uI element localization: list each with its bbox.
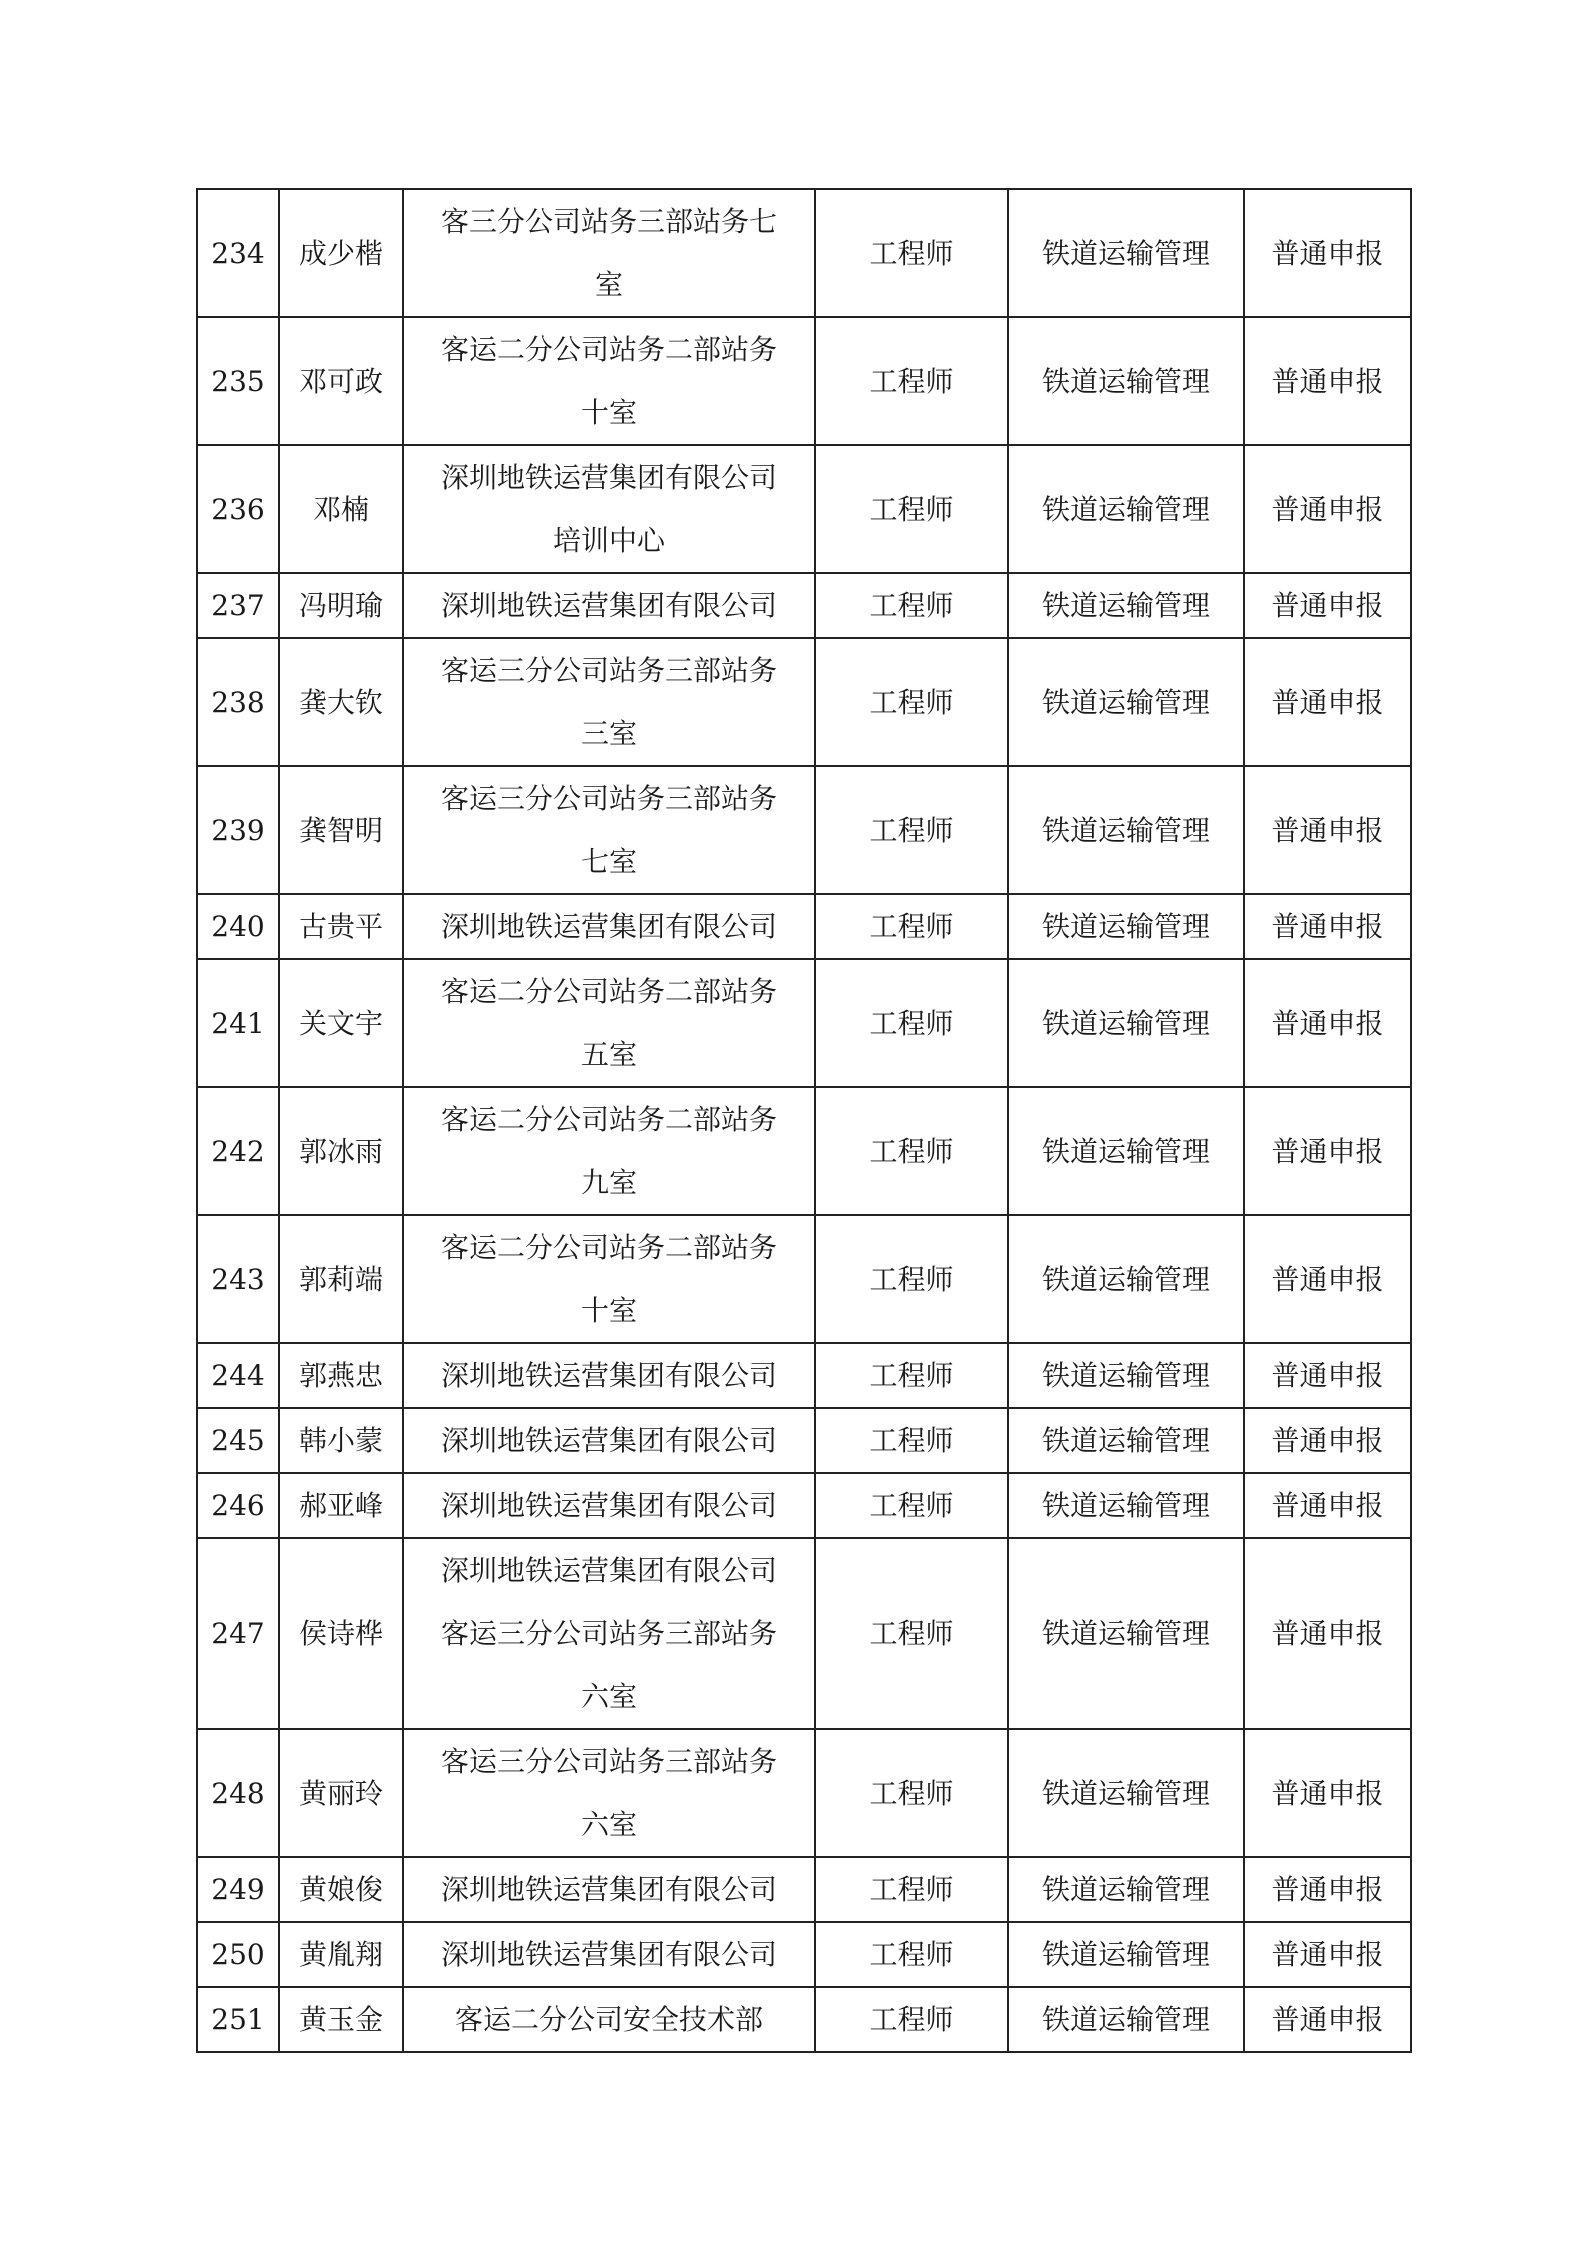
- specialty-cell: 铁道运输管理: [1008, 189, 1244, 317]
- professional-title-cell: 工程师: [815, 189, 1008, 317]
- application-method-cell: 普通申报: [1244, 959, 1411, 1087]
- work-unit-cell: 客运三分公司站务三部站务六室: [403, 1729, 815, 1857]
- table-row: [197, 1857, 1411, 1922]
- professional-title-cell: 工程师: [815, 1729, 1008, 1857]
- row-number-cell: 235: [197, 317, 279, 445]
- application-method-cell: 普通申报: [1244, 766, 1411, 894]
- application-method-cell: 普通申报: [1244, 1215, 1411, 1343]
- specialty-cell: 铁道运输管理: [1008, 1538, 1244, 1729]
- application-method-cell: 普通申报: [1244, 189, 1411, 317]
- row-number-cell: 240: [197, 894, 279, 959]
- professional-title-cell: 工程师: [815, 1215, 1008, 1343]
- application-method-cell: 普通申报: [1244, 894, 1411, 959]
- applicant-name-cell: 郭莉端: [279, 1215, 403, 1343]
- table-row: [197, 1922, 1411, 1987]
- row-number-cell: 249: [197, 1857, 279, 1922]
- specialty-cell: 铁道运输管理: [1008, 638, 1244, 766]
- row-number-cell: 246: [197, 1473, 279, 1538]
- specialty-cell: 铁道运输管理: [1008, 766, 1244, 894]
- table-row: [197, 1729, 1411, 1857]
- work-unit-cell: 客运二分公司安全技术部: [403, 1987, 815, 2052]
- application-method-cell: 普通申报: [1244, 1729, 1411, 1857]
- table-row: [197, 766, 1411, 894]
- table-row: [197, 638, 1411, 766]
- professional-title-cell: 工程师: [815, 1922, 1008, 1987]
- specialty-cell: 铁道运输管理: [1008, 1343, 1244, 1408]
- table-row: [197, 894, 1411, 959]
- row-number-cell: 241: [197, 959, 279, 1087]
- table-row: [197, 1987, 1411, 2052]
- professional-title-cell: 工程师: [815, 959, 1008, 1087]
- application-method-cell: 普通申报: [1244, 638, 1411, 766]
- work-unit-cell: 深圳地铁运营集团有限公司: [403, 1922, 815, 1987]
- specialty-cell: 铁道运输管理: [1008, 445, 1244, 573]
- work-unit-cell: 客运二分公司站务二部站务九室: [403, 1087, 815, 1215]
- row-number-cell: 242: [197, 1087, 279, 1215]
- professional-title-cell: 工程师: [815, 1987, 1008, 2052]
- professional-title-cell: 工程师: [815, 1343, 1008, 1408]
- applicant-name-cell: 龚大钦: [279, 638, 403, 766]
- professional-title-cell: 工程师: [815, 638, 1008, 766]
- applicant-name-cell: 龚智明: [279, 766, 403, 894]
- professional-title-cell: 工程师: [815, 1538, 1008, 1729]
- specialty-cell: 铁道运输管理: [1008, 1473, 1244, 1538]
- applicant-table: [196, 188, 1412, 2053]
- row-number-cell: 244: [197, 1343, 279, 1408]
- row-number-cell: 245: [197, 1408, 279, 1473]
- applicant-name-cell: 关文宇: [279, 959, 403, 1087]
- application-method-cell: 普通申报: [1244, 1087, 1411, 1215]
- table-row: [197, 1473, 1411, 1538]
- application-method-cell: 普通申报: [1244, 1857, 1411, 1922]
- table-row: [197, 445, 1411, 573]
- table-row: [197, 1538, 1411, 1729]
- row-number-cell: 251: [197, 1987, 279, 2052]
- specialty-cell: 铁道运输管理: [1008, 1922, 1244, 1987]
- applicant-table-body: [197, 189, 1411, 2052]
- applicant-name-cell: 黄玉金: [279, 1987, 403, 2052]
- work-unit-cell: 深圳地铁运营集团有限公司: [403, 1857, 815, 1922]
- work-unit-cell: 深圳地铁运营集团有限公司: [403, 573, 815, 638]
- applicant-name-cell: 黄丽玲: [279, 1729, 403, 1857]
- table-row: [197, 1215, 1411, 1343]
- application-method-cell: 普通申报: [1244, 1987, 1411, 2052]
- table-row: [197, 1343, 1411, 1408]
- specialty-cell: 铁道运输管理: [1008, 1987, 1244, 2052]
- work-unit-cell: 深圳地铁运营集团有限公司客运三分公司站务三部站务六室: [403, 1538, 815, 1729]
- application-method-cell: 普通申报: [1244, 445, 1411, 573]
- applicant-name-cell: 古贵平: [279, 894, 403, 959]
- applicant-name-cell: 郭冰雨: [279, 1087, 403, 1215]
- row-number-cell: 247: [197, 1538, 279, 1729]
- applicant-name-cell: 冯明瑜: [279, 573, 403, 638]
- specialty-cell: 铁道运输管理: [1008, 959, 1244, 1087]
- application-method-cell: 普通申报: [1244, 1408, 1411, 1473]
- table-row: [197, 317, 1411, 445]
- applicant-name-cell: 韩小蒙: [279, 1408, 403, 1473]
- row-number-cell: 243: [197, 1215, 279, 1343]
- application-method-cell: 普通申报: [1244, 1538, 1411, 1729]
- work-unit-cell: 深圳地铁运营集团有限公司培训中心: [403, 445, 815, 573]
- row-number-cell: 250: [197, 1922, 279, 1987]
- work-unit-cell: 客运二分公司站务二部站务五室: [403, 959, 815, 1087]
- applicant-name-cell: 邓可政: [279, 317, 403, 445]
- work-unit-cell: 深圳地铁运营集团有限公司: [403, 1473, 815, 1538]
- professional-title-cell: 工程师: [815, 573, 1008, 638]
- work-unit-cell: 深圳地铁运营集团有限公司: [403, 894, 815, 959]
- specialty-cell: 铁道运输管理: [1008, 1087, 1244, 1215]
- specialty-cell: 铁道运输管理: [1008, 894, 1244, 959]
- applicant-name-cell: 郝亚峰: [279, 1473, 403, 1538]
- table-row: [197, 959, 1411, 1087]
- row-number-cell: 236: [197, 445, 279, 573]
- professional-title-cell: 工程师: [815, 766, 1008, 894]
- application-method-cell: 普通申报: [1244, 1922, 1411, 1987]
- applicant-name-cell: 侯诗桦: [279, 1538, 403, 1729]
- applicant-name-cell: 邓楠: [279, 445, 403, 573]
- professional-title-cell: 工程师: [815, 1087, 1008, 1215]
- row-number-cell: 239: [197, 766, 279, 894]
- work-unit-cell: 客运二分公司站务二部站务十室: [403, 317, 815, 445]
- application-method-cell: 普通申报: [1244, 317, 1411, 445]
- applicant-name-cell: 郭燕忠: [279, 1343, 403, 1408]
- specialty-cell: 铁道运输管理: [1008, 1729, 1244, 1857]
- professional-title-cell: 工程师: [815, 1857, 1008, 1922]
- applicant-name-cell: 黄胤翔: [279, 1922, 403, 1987]
- specialty-cell: 铁道运输管理: [1008, 1408, 1244, 1473]
- work-unit-cell: 客运三分公司站务三部站务三室: [403, 638, 815, 766]
- row-number-cell: 248: [197, 1729, 279, 1857]
- row-number-cell: 238: [197, 638, 279, 766]
- professional-title-cell: 工程师: [815, 445, 1008, 573]
- application-method-cell: 普通申报: [1244, 573, 1411, 638]
- professional-title-cell: 工程师: [815, 894, 1008, 959]
- applicant-name-cell: 成少楷: [279, 189, 403, 317]
- professional-title-cell: 工程师: [815, 1473, 1008, 1538]
- work-unit-cell: 深圳地铁运营集团有限公司: [403, 1343, 815, 1408]
- work-unit-cell: 客运三分公司站务三部站务七室: [403, 766, 815, 894]
- application-method-cell: 普通申报: [1244, 1473, 1411, 1538]
- professional-title-cell: 工程师: [815, 1408, 1008, 1473]
- table-row: [197, 189, 1411, 317]
- table-row: [197, 573, 1411, 638]
- specialty-cell: 铁道运输管理: [1008, 1215, 1244, 1343]
- applicant-name-cell: 黄娘俊: [279, 1857, 403, 1922]
- work-unit-cell: 客三分公司站务三部站务七室: [403, 189, 815, 317]
- specialty-cell: 铁道运输管理: [1008, 1857, 1244, 1922]
- row-number-cell: 237: [197, 573, 279, 638]
- work-unit-cell: 深圳地铁运营集团有限公司: [403, 1408, 815, 1473]
- application-method-cell: 普通申报: [1244, 1343, 1411, 1408]
- table-row: [197, 1087, 1411, 1215]
- professional-title-cell: 工程师: [815, 317, 1008, 445]
- row-number-cell: 234: [197, 189, 279, 317]
- specialty-cell: 铁道运输管理: [1008, 573, 1244, 638]
- table-row: [197, 1408, 1411, 1473]
- work-unit-cell: 客运二分公司站务二部站务十室: [403, 1215, 815, 1343]
- specialty-cell: 铁道运输管理: [1008, 317, 1244, 445]
